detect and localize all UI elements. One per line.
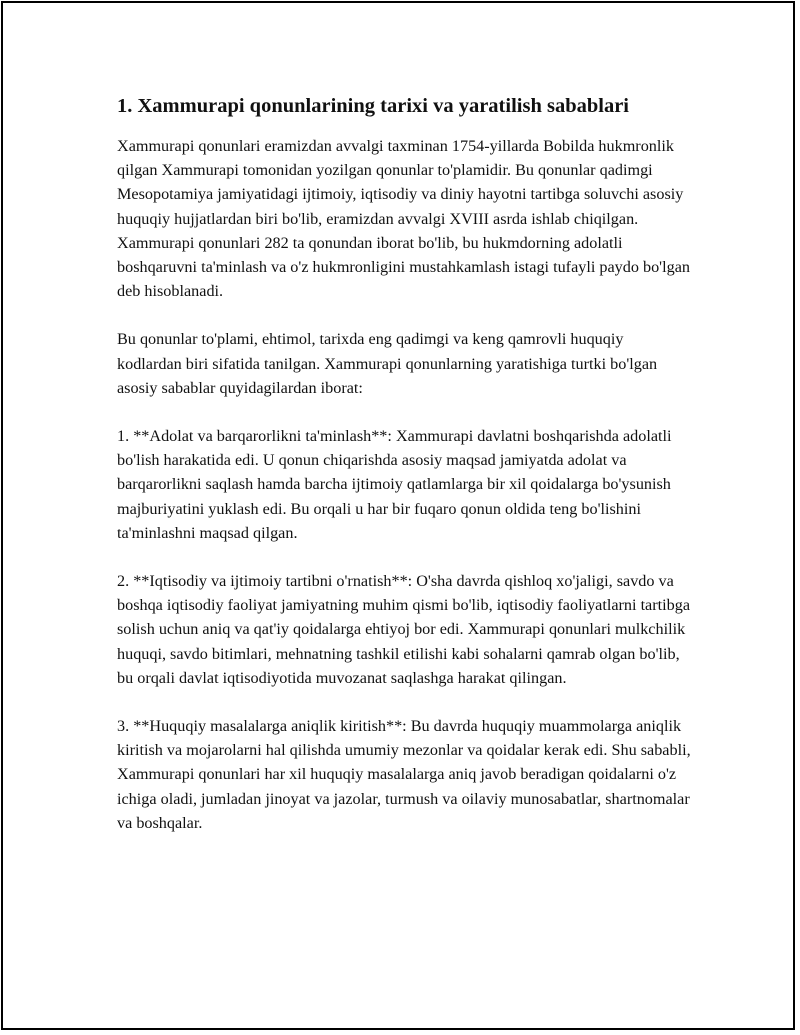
document-body <box>117 92 692 859</box>
paragraph-reason-1: 1. **Adolat va barqarorlikni ta'minlash**: Xammurapi davlatni boshqarishda adolatli bo'lish harakatida edi. U qonun chiqarishda asosiy maqsad jamiyatda adolat va barqarorlikni saqlash hamda barcha ijtimoiy qatlamlarga bir xil qoidalarga bo'ysunish majburiyatini yuklash edi. Bu orqali u har bir fuqaro qonun oldida teng bo'lishini ta'minlashni maqsad qilgan. <box>117 427 672 542</box>
document-title: 1. Xammurapi qonunlarining tarixi va yaratilish sabablari <box>117 95 629 117</box>
paragraph-reason-2: 2. **Iqtisodiy va ijtimoiy tartibni o'rnatish**: O'sha davrda qishloq xo'jaligi, savdo va boshqa iqtisodiy faoliyat jamiyatning muhim qismi bo'lib, iqtisodiy faoliyatlarni tartibga solish uchun aniq va qat'iy qoidalarga ehtiyoj bor edi. Xammurapi qonunlari mulkchilik huquqi, savdo bitimlari, mehnatning tashkil etilishi kabi sohalarni qamrab olgan bo'lib, bu orqali davlat iqtisodiyotida muvozanat saqlashga harakat qilingan. <box>117 572 691 687</box>
paragraph-intro: Xammurapi qonunlari eramizdan avvalgi taxminan 1754-yillarda Bobilda hukmronlik qilgan Xammurapi tomonidan yozilgan qonunlar to'plamidir. Bu qonunlar qadimgi Mesopotamiya jamiyatidagi ijtimoiy, iqtisodiy va diniy hayotni tartibga soluvchi asosiy huquqiy hujjatlardan biri bo'lib, eramizdan avvalgi XVIII asrda ishlab chiqilgan. Xammurapi qonunlari 282 ta qonundan iborat bo'lib, bu hukmdorning adolatli boshqaruvni ta'minlash va o'z hukmronligini mustahkamlash istagi tufayli paydo bo'lgan deb hisoblanadi. <box>117 137 690 301</box>
paragraph-reason-3: 3. **Huquqiy masalalarga aniqlik kiritish**: Bu davrda huquqiy muammolarga aniqlik kiritish va mojarolarni hal qilishda umumiy mezonlar va qoidalar kerak edi. Shu sababli, Xammurapi qonunlari har xil huquqiy masalalarga aniq javob beradigan qoidalarni o'z ichiga oladi, jumladan jinoyat va jazolar, turmush va oilaviy munosabatlar, shartnomalar va boshqalar. <box>117 717 691 832</box>
paragraph-overview: Bu qonunlar to'plami, ehtimol, tarixda eng qadimgi va keng qamrovli huquqiy kodlardan biri sifatida tanilgan. Xammurapi qonunlarning yaratishiga turtki bo'lgan asosiy sabablar quyidagilardan iborat: <box>117 330 658 397</box>
